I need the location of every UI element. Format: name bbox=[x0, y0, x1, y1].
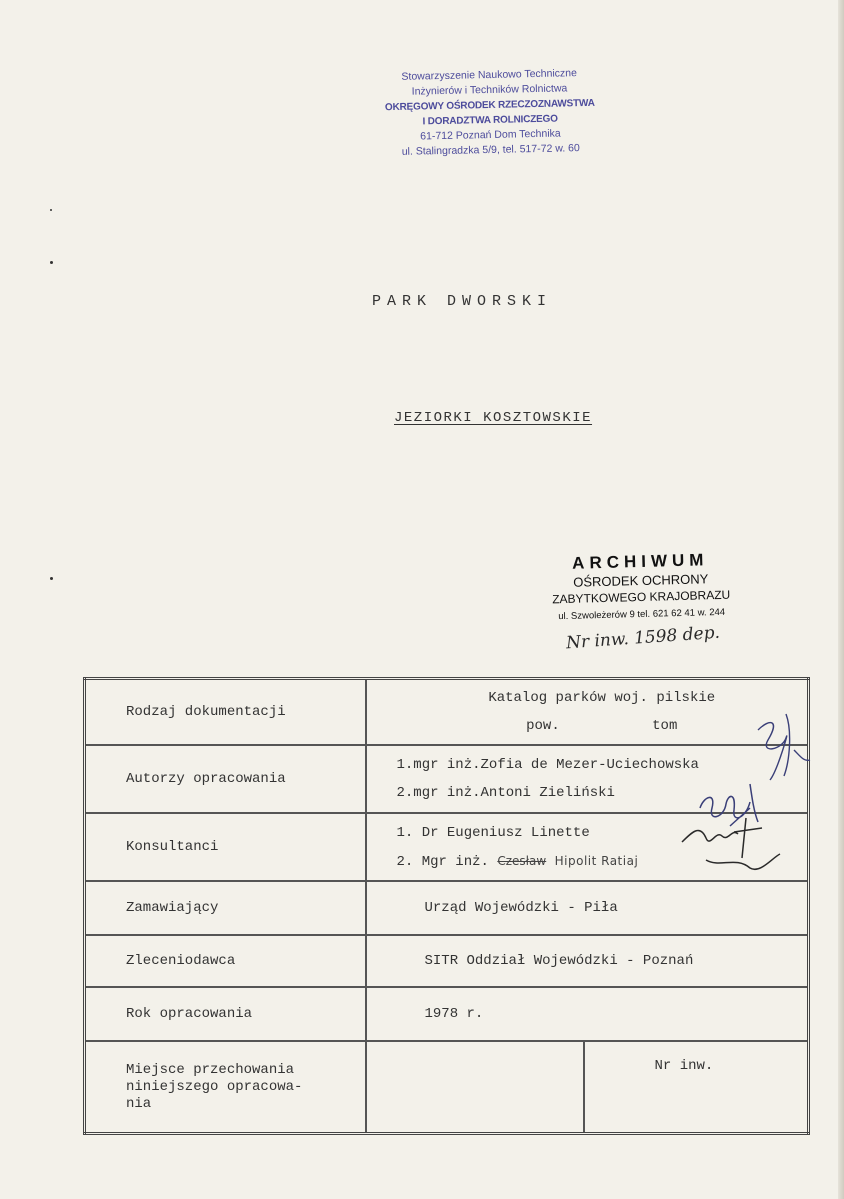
label-cell bbox=[85, 935, 366, 987]
zamawiajacy-value: Urząd Wojewódzki - Piła bbox=[424, 900, 618, 916]
autor-1: 1.mgr inż.Zofia de Mezer-Uciechowska bbox=[396, 757, 699, 773]
label-cell bbox=[85, 987, 366, 1041]
rodzaj-pow-tom: pow. tom bbox=[526, 718, 678, 734]
scan-speck bbox=[50, 261, 53, 264]
archive-stamp-line-2: OŚRODEK OCHRONY bbox=[573, 571, 709, 590]
nr-inw-label: Nr inw. bbox=[654, 1058, 714, 1074]
document-title: PARK DWORSKI bbox=[372, 293, 553, 310]
scan-speck bbox=[50, 209, 52, 211]
value-cell bbox=[366, 935, 809, 987]
value-cell bbox=[366, 745, 809, 813]
zamawiajacy-label: Zamawiający bbox=[126, 900, 219, 916]
table-row bbox=[85, 987, 809, 1041]
value-cell bbox=[366, 813, 809, 881]
table-row bbox=[85, 881, 809, 935]
table-row bbox=[85, 679, 809, 746]
miejsce-label-3: nia bbox=[126, 1095, 152, 1112]
zleceniodawca-label: Zleceniodawca bbox=[126, 953, 236, 969]
miejsce-label-1: Miejsce przechowania bbox=[126, 1061, 295, 1078]
archive-stamp-address: ul. Szwoleżerów 9 tel. 621 62 41 w. 244 bbox=[558, 606, 726, 623]
scan-speck bbox=[50, 577, 53, 580]
rok-value: 1978 r. bbox=[424, 1006, 484, 1022]
label-cell bbox=[85, 881, 366, 935]
handwritten-name: Hipolit Ratiaj bbox=[554, 853, 639, 868]
document-subtitle: JEZIORKI KOSZTOWSKIE bbox=[394, 410, 593, 426]
value-cell bbox=[366, 987, 809, 1041]
stamp-line-5: 61-712 Poznań Dom Technika bbox=[420, 127, 561, 143]
konsultant-2-prefix: 2. Mgr inż. bbox=[396, 853, 489, 870]
rodzaj-label: Rodzaj dokumentacji bbox=[126, 704, 286, 720]
stamp-line-1: Stowarzyszenie Naukowo Techniczne bbox=[401, 67, 578, 83]
table-row bbox=[85, 745, 809, 813]
page-edge bbox=[838, 0, 844, 1199]
table-row bbox=[85, 935, 809, 987]
archive-stamp bbox=[535, 549, 747, 626]
konsultanci-label: Konsultanci bbox=[126, 839, 219, 855]
organization-stamp bbox=[379, 66, 601, 161]
zleceniodawca-value: SITR Oddział Wojewódzki - Poznań bbox=[424, 953, 694, 969]
table-row bbox=[85, 1041, 809, 1134]
empty-cell bbox=[366, 1041, 584, 1134]
archive-stamp-line-3: ZABYTKOWEGO KRAJOBRAZU bbox=[552, 587, 731, 607]
label-cell bbox=[85, 1041, 366, 1134]
konsultant-2 bbox=[397, 847, 808, 876]
nr-inw-cell bbox=[584, 1041, 809, 1134]
autorzy-label: Autorzy opracowania bbox=[126, 771, 286, 787]
rodzaj-value: Katalog parków woj. pilskie bbox=[488, 690, 716, 706]
stamp-line-3: OKRĘGOWY OŚRODEK RZECZOZNAWSTWA bbox=[384, 97, 595, 114]
konsultant-1: 1. Dr Eugeniusz Linette bbox=[396, 824, 590, 841]
autor-2: 2.mgr inż.Antoni Zieliński bbox=[396, 785, 615, 801]
table-row bbox=[85, 813, 809, 881]
label-cell bbox=[85, 745, 366, 813]
value-cell bbox=[366, 881, 809, 935]
archive-stamp-heading: ARCHIWUM bbox=[571, 550, 709, 573]
stamp-line-4: I DORADZTWA ROLNICZEGO bbox=[422, 113, 558, 128]
stamp-line-2: Inżynierów i Techników Rolnictwa bbox=[411, 82, 568, 98]
struck-name: Czesław bbox=[497, 853, 547, 868]
value-cell bbox=[366, 679, 809, 746]
rok-label: Rok opracowania bbox=[126, 1006, 253, 1022]
stamp-line-6: ul. Stalingradzka 5/9, tel. 517-72 w. 60 bbox=[401, 142, 580, 158]
label-cell bbox=[85, 813, 366, 881]
label-cell bbox=[85, 679, 366, 746]
documentation-table bbox=[83, 677, 810, 1135]
handwritten-inventory-number: Nr inw. 1598 dep. bbox=[565, 622, 721, 654]
miejsce-label-2: niniejszego opracowa- bbox=[126, 1078, 303, 1095]
